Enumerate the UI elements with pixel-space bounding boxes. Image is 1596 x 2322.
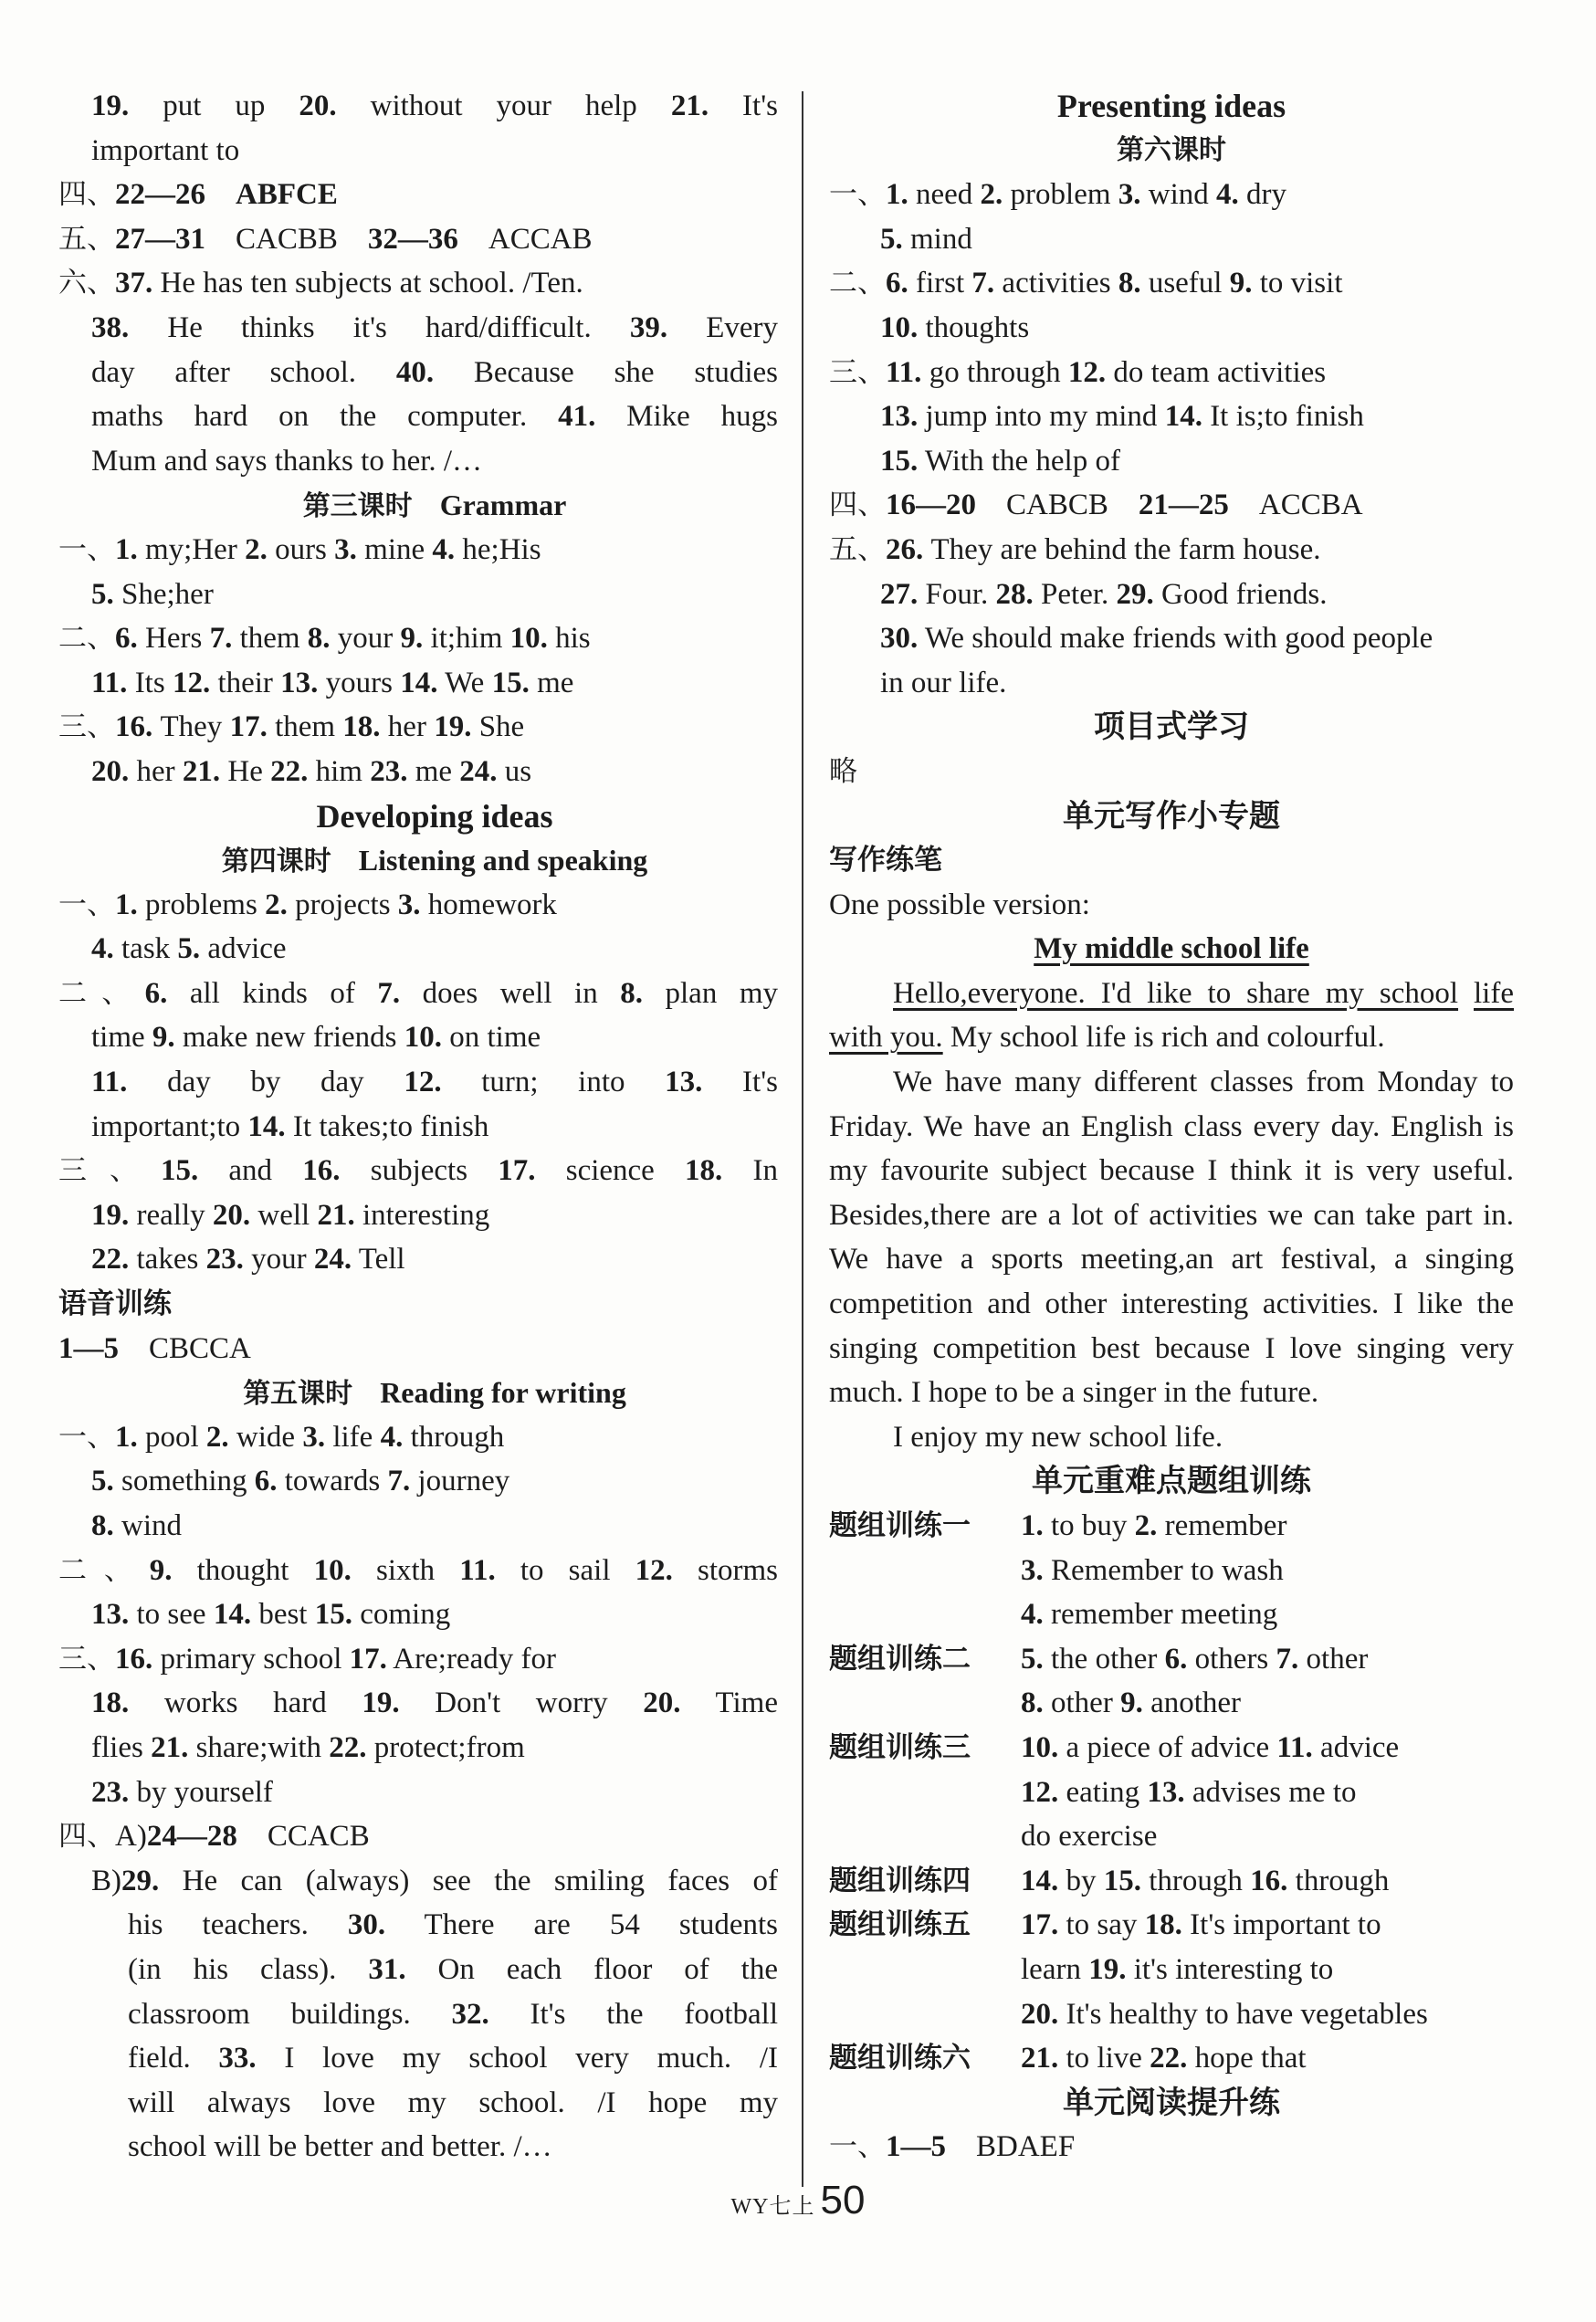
part-heading: Developing ideas bbox=[316, 797, 553, 835]
answer-line: 10. thoughts bbox=[880, 310, 1030, 344]
group-label: 题组训练三 bbox=[829, 1730, 971, 1764]
left-column bbox=[58, 84, 779, 2170]
section-heading: 第三课时 Grammar bbox=[302, 489, 567, 523]
answer-line: 10. a piece of advice 11. advice bbox=[1021, 1730, 1400, 1764]
answer-line: 30. We should make friends with good people bbox=[880, 622, 1433, 656]
exercise-group bbox=[829, 1859, 1514, 1904]
answer-line: 一、1. my;Her 2. ours 3. mine 4. he;His bbox=[58, 532, 541, 566]
right-column bbox=[829, 84, 1514, 2170]
answer-line: 5. the other 6. others 7. other bbox=[1021, 1642, 1369, 1676]
answer-line: 三、16. primary school 17. Are;ready for bbox=[58, 1642, 556, 1676]
answer-line: 一、1. problems 2. projects 3. homework bbox=[58, 888, 557, 921]
answer-line: 二、9. thought 10. sixth 11. to sail 12. storms bbox=[58, 1553, 778, 1587]
answer-line: 8. wind bbox=[91, 1509, 182, 1542]
answer-line: 5. something 6. towards 7. journey bbox=[91, 1465, 510, 1498]
answer-line: 三、11. go through 12. do team activities bbox=[829, 355, 1327, 389]
answer-line: 27. Four. 28. Peter. 29. Good friends. bbox=[880, 577, 1328, 611]
answer-line: B)29. He can (always) see the smiling faces of bbox=[91, 1864, 778, 1897]
answer-line: 四、16—20 CABCB 21—25 ACCBA bbox=[829, 489, 1363, 522]
answer-line: important to bbox=[91, 133, 240, 167]
answer-line: 12. eating 13. advises me to bbox=[1021, 1775, 1357, 1809]
section-heading: 第六课时 bbox=[1117, 133, 1226, 166]
answer-line: Mum and says thanks to her. /… bbox=[91, 444, 483, 478]
answer-line: classroom buildings. 32. It's the football bbox=[128, 1997, 778, 2031]
answer-line: 20. It's healthy to have vegetables bbox=[1021, 1997, 1428, 2031]
exercise-group bbox=[829, 1637, 1514, 1726]
answer-line: One possible version: bbox=[829, 888, 1090, 921]
answer-line: 20. her 21. He 22. him 23. me 24. us bbox=[91, 754, 532, 788]
answer-line: 五、27—31 CACBB 32—36 ACCAB bbox=[58, 222, 593, 256]
answer-line: his teachers. 30. There are 54 students bbox=[128, 1908, 778, 1942]
answer-line: 4. remember meeting bbox=[1021, 1598, 1278, 1632]
group-label: 题组训练五 bbox=[829, 1908, 971, 1942]
answer-line: 三、16. They 17. them 18. her 19. She bbox=[58, 710, 525, 744]
section-heading: 单元阅读提升练 bbox=[1063, 2084, 1280, 2121]
answer-line: 5. She;her bbox=[91, 577, 214, 611]
page-footer bbox=[0, 2178, 1596, 2223]
answer-line: 13. to see 14. best 15. coming bbox=[91, 1598, 451, 1632]
group-label: 题组训练一 bbox=[829, 1509, 971, 1542]
essay-paragraph: I enjoy my new school life. bbox=[893, 1420, 1223, 1454]
answer-line: learn 19. it's interesting to bbox=[1021, 1952, 1334, 1986]
answer-line: 22. takes 23. your 24. Tell bbox=[91, 1243, 405, 1277]
answer-line: 略 bbox=[829, 754, 857, 788]
answer-line: 二、6. first 7. activities 8. useful 9. to visit bbox=[829, 267, 1343, 300]
answer-line: 8. other 9. another bbox=[1021, 1686, 1242, 1720]
book-code: WY七上 bbox=[730, 2195, 815, 2219]
answer-line: 18. works hard 19. Don't worry 20. Time bbox=[91, 1686, 778, 1720]
answer-line: 14. by 15. through 16. through bbox=[1021, 1864, 1390, 1897]
exercise-groups bbox=[829, 1504, 1514, 2081]
page-number: 50 bbox=[820, 2178, 866, 2222]
answer-line: will always love my school. /I hope my bbox=[128, 2086, 778, 2119]
answer-line: time 9. make new friends 10. on time bbox=[91, 1021, 541, 1055]
answer-line: 四、A)24—28 CCACB bbox=[58, 1820, 370, 1854]
answer-line: 21. to live 22. hope that bbox=[1021, 2042, 1307, 2075]
section-heading: 单元重难点题组训练 bbox=[1032, 1463, 1311, 1500]
answer-line: (in his class). 31. On each floor of the bbox=[128, 1952, 778, 1986]
column-divider bbox=[802, 91, 803, 2187]
answer-line: 19. put up 20. without your help 21. It's bbox=[91, 89, 779, 122]
section-label: 写作练笔 bbox=[829, 844, 942, 877]
answer-line: field. 33. I love my school very much. /I bbox=[128, 2042, 778, 2075]
answer-line: 五、26. They are behind the farm house. bbox=[829, 532, 1321, 566]
section-heading: 单元写作小专题 bbox=[1063, 797, 1280, 835]
exercise-group bbox=[829, 1903, 1514, 2036]
answer-line: 4. task 5. advice bbox=[91, 932, 287, 966]
part-heading: Presenting ideas bbox=[1056, 88, 1286, 124]
answer-line: 四、22—26 ABFCE bbox=[58, 178, 338, 212]
answer-line: 二、6. Hers 7. them 8. your 9. it;him 10. his bbox=[58, 622, 591, 656]
answer-line: in our life. bbox=[880, 666, 1007, 699]
answer-line: maths hard on the computer. 41. Mike hugs bbox=[91, 400, 779, 434]
exercise-group bbox=[829, 2036, 1514, 2081]
answer-line: 23. by yourself bbox=[91, 1775, 273, 1809]
essay-title: My middle school life bbox=[1034, 932, 1309, 966]
answer-line: 二、6. all kinds of 7. does well in 8. plan my bbox=[58, 976, 779, 1010]
answer-line: 5. mind bbox=[880, 222, 972, 256]
answer-line: 15. With the help of bbox=[880, 444, 1120, 478]
answer-line: 19. really 20. well 21. interesting bbox=[91, 1198, 490, 1232]
group-label: 题组训练六 bbox=[829, 2042, 971, 2075]
answer-line: important;to 14. It takes;to finish bbox=[91, 1109, 489, 1143]
section-heading: 第四课时 Listening and speaking bbox=[221, 844, 648, 878]
group-label: 题组训练四 bbox=[829, 1864, 971, 1897]
answer-line: 一、1. need 2. problem 3. wind 4. dry bbox=[829, 178, 1287, 212]
group-label: 题组训练二 bbox=[829, 1642, 971, 1676]
answer-line: 一、1. pool 2. wide 3. life 4. through bbox=[58, 1420, 505, 1454]
answer-line: 17. to say 18. It's important to bbox=[1021, 1908, 1381, 1942]
answer-line: 1. to buy 2. remember bbox=[1021, 1509, 1287, 1542]
answer-line: 三、15. and 16. subjects 17. science 18. In bbox=[58, 1154, 778, 1188]
answer-line: 11. day by day 12. turn; into 13. It's bbox=[91, 1066, 778, 1099]
answer-line: 38. He thinks it's hard/difficult. 39. Every bbox=[91, 310, 778, 344]
section-heading: 第五课时 Reading for writing bbox=[243, 1376, 626, 1411]
answer-line: day after school. 40. Because she studies bbox=[91, 355, 778, 389]
answer-line: school will be better and better. /… bbox=[128, 2130, 552, 2164]
essay-paragraph: We have many different classes from Monday to Friday. We have an English class every day. English is my favourite subject because I think it is very useful. Besides,there are a lot of activities we can take part in. We have a sports meeting,an art festival, a singing competition and other interesting activities. I like the singing competition best because I love singing very much. I hope to be a singer in the future. bbox=[829, 1066, 1514, 1410]
exercise-group bbox=[829, 1726, 1514, 1859]
answer-line: 六、37. He has ten subjects at school. /Ten. bbox=[58, 267, 583, 300]
answer-line: 13. jump into my mind 14. It is;to finish bbox=[880, 400, 1364, 434]
answer-line: 1—5 CBCCA bbox=[58, 1331, 251, 1365]
answer-line: do exercise bbox=[1021, 1820, 1158, 1854]
answer-line: 一、1—5 BDAEF bbox=[829, 2130, 1076, 2164]
answer-line: 11. Its 12. their 13. yours 14. We 15. me bbox=[91, 666, 574, 699]
section-label: 语音训练 bbox=[58, 1287, 172, 1321]
section-heading: 项目式学习 bbox=[1094, 709, 1249, 746]
answer-line: flies 21. share;with 22. protect;from bbox=[91, 1730, 525, 1764]
essay-paragraph: Hello,everyone. I'd like to share my school life with you. My school life is rich and colourful. bbox=[829, 976, 1514, 1055]
exercise-group bbox=[829, 1504, 1514, 1637]
answer-line: 3. Remember to wash bbox=[1021, 1553, 1284, 1587]
